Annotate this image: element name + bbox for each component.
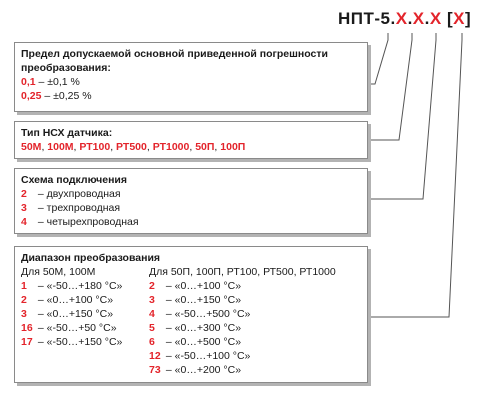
accuracy-item: 0,25 – ±0,25 % (21, 90, 92, 102)
sensor-type: РТ100 (79, 141, 111, 153)
range-item: 17 – «-50…+150 °С» (21, 336, 123, 348)
code-bracket-open: [ (446, 9, 454, 28)
sensor-type-box (14, 121, 368, 159)
code-x4: X (453, 9, 465, 28)
range-column-copper (21, 265, 149, 377)
sensor-type: 100П (220, 141, 246, 153)
connection-item: 3 – трехпроводная (21, 202, 121, 214)
code-prefix: НПТ-5. (338, 9, 396, 28)
connector-box2 (368, 33, 412, 140)
product-code (338, 9, 471, 29)
connection-box (14, 168, 368, 234)
range-item: 16 – «-50…+50 °С» (21, 322, 117, 334)
range-item: 2 – «0…+100 °С» (21, 294, 114, 306)
sensor-type-list: 50М, 100М, РТ100, РТ500, РТ1000, 50П, 100П (21, 141, 246, 153)
connection-item: 2 – двухпроводная (21, 188, 121, 200)
sensor-type: 50М (21, 141, 42, 153)
connection-item: 4 – четырехпроводная (21, 216, 139, 228)
code-dot2: . (424, 9, 430, 28)
range-item: 3 – «0…+150 °С» (149, 294, 242, 306)
sensor-type: 50П (195, 141, 215, 153)
range-item: 73 – «0…+200 °С» (149, 364, 242, 376)
sensor-type: РТ500 (116, 141, 147, 153)
range-box (14, 246, 368, 383)
range-col2-header: Для 50П, 100П, РТ100, РТ500, РТ1000 (149, 266, 336, 278)
range-item: 12 – «-50…+100 °С» (149, 350, 251, 362)
range-item: 5 – «0…+300 °С» (149, 322, 242, 334)
code-x2: X (412, 9, 425, 28)
code-bracket-close: ] (464, 9, 472, 28)
range-item: 6 – «0…+500 °С» (149, 336, 242, 348)
accuracy-title-line2: преобразования: (21, 62, 111, 74)
accuracy-box (14, 42, 368, 112)
range-item: 3 – «0…+150 °С» (21, 308, 114, 320)
connector-box1 (368, 33, 388, 84)
sensor-type: 100М (47, 141, 74, 153)
range-col1-header: Для 50М, 100М (21, 266, 96, 278)
connector-box4 (368, 33, 462, 317)
sensor-type-title: Тип НСХ датчика: (21, 127, 113, 139)
range-item: 1 – «-50…+180 °С» (21, 280, 123, 292)
range-column-platinum (149, 265, 361, 377)
range-title: Диапазон преобразования (21, 252, 161, 264)
code-dot1: . (407, 9, 413, 28)
connection-title: Схема подключения (21, 174, 128, 186)
range-item: 2 – «0…+100 °С» (149, 280, 242, 292)
code-x1: X (395, 9, 408, 28)
code-x3: X (429, 9, 442, 28)
accuracy-title-line1: Предел допускаемой основной приведенной погрешности (21, 48, 328, 60)
sensor-type: РТ1000 (152, 141, 190, 153)
accuracy-item: 0,1 – ±0,1 % (21, 76, 80, 88)
range-item: 4 – «-50…+500 °С» (149, 308, 251, 320)
